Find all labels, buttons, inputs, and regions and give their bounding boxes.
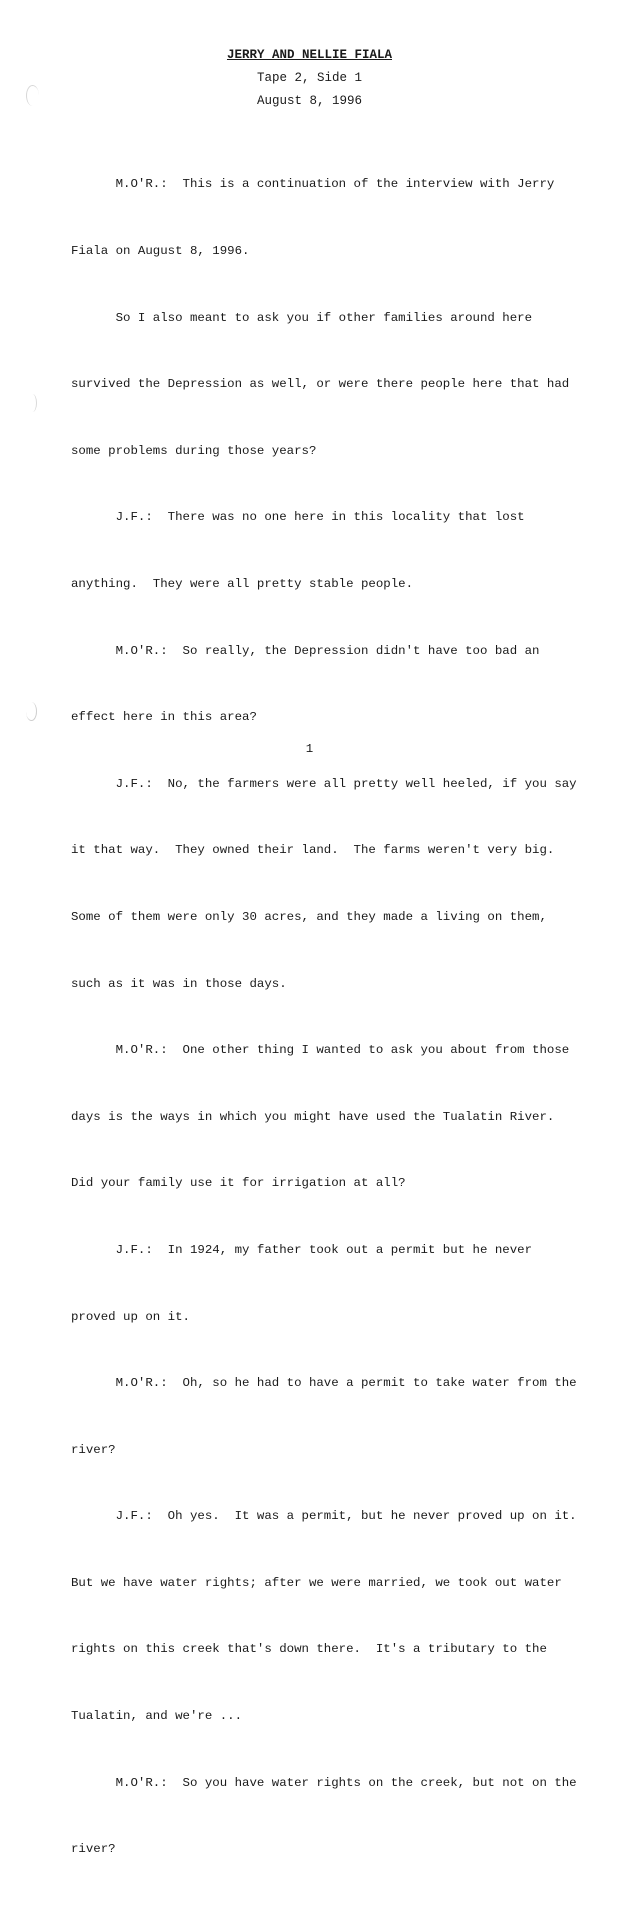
transcript-line: it that way. They owned their land. The farms weren't very big.: [71, 843, 555, 858]
transcript-line: M.O'R.: Oh, so he had to have a permit to take water from the: [71, 1376, 577, 1391]
transcript-line: effect here in this area?: [71, 710, 257, 725]
transcript-line: So I also meant to ask you if other families around here: [71, 310, 533, 325]
transcript-line: river?: [71, 1842, 116, 1857]
transcript-body: [71, 129, 577, 1905]
transcript-line: Fiala on August 8, 1996.: [71, 244, 250, 258]
transcript-line: But we have water rights; after we were married, we took out water: [71, 1575, 562, 1590]
transcript-line: survived the Depression as well, or were there people here that had: [71, 377, 570, 392]
interview-date: August 8, 1996: [256, 94, 363, 108]
transcript-line: J.F.: There was no one here in this locality that lost: [71, 510, 525, 525]
transcript-line: M.O'R.: This is a continuation of the interview with Jerry: [71, 177, 555, 192]
transcript-line: J.F.: Oh yes. It was a permit, but he never proved up on it.: [71, 1509, 577, 1524]
transcript-line: anything. They were all pretty stable people.: [71, 576, 414, 591]
transcript-line: river?: [71, 1442, 116, 1457]
transcript-line: Tualatin, and we're ...: [71, 1709, 243, 1724]
transcript-line: M.O'R.: So really, the Depression didn't have too bad an: [71, 643, 540, 658]
interview-title: JERRY AND NELLIE FIALA: [226, 48, 393, 62]
punch-hole-mark: [28, 394, 37, 412]
transcript-line: J.F.: In 1924, my father took out a permit but he never: [71, 1242, 533, 1257]
page-number: 1: [305, 742, 314, 756]
punch-hole-mark: [26, 702, 37, 721]
transcript-line: rights on this creek that's down there. It's a tributary to the: [71, 1642, 547, 1657]
transcript-line: M.O'R.: So you have water rights on the creek, but not on the: [71, 1775, 577, 1790]
transcript-line: J.F.: No, the farmers were all pretty well heeled, if you say: [71, 776, 577, 791]
transcript-line: some problems during those years?: [71, 443, 317, 458]
tape-label: Tape 2, Side 1: [256, 71, 363, 85]
transcript-line: days is the ways in which you might have used the Tualatin River.: [71, 1109, 555, 1124]
transcript-line: M.O'R.: One other thing I wanted to ask you about from those: [71, 1043, 570, 1058]
transcript-line: proved up on it.: [71, 1309, 190, 1324]
transcript-line: Did your family use it for irrigation at all?: [71, 1176, 406, 1191]
transcript-line: such as it was in those days.: [71, 976, 287, 991]
transcript-line: Some of them were only 30 acres, and they made a living on them,: [71, 909, 547, 924]
